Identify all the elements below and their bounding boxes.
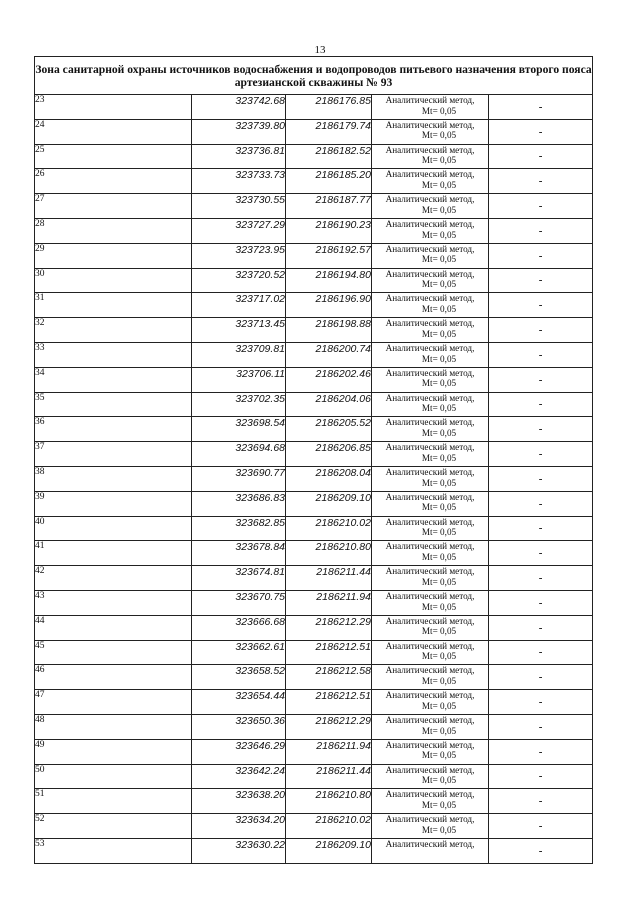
- table-row: [35, 491, 593, 516]
- precision-value: Mt= 0,05: [421, 775, 457, 786]
- coordinate-y: 2186211.94: [286, 739, 372, 764]
- determination-method: [372, 95, 489, 120]
- determination-method: [372, 417, 489, 442]
- coordinate-y: 2186192.57: [286, 243, 372, 268]
- coordinate-y: 2186208.04: [286, 466, 372, 491]
- point-number: 49: [35, 739, 192, 764]
- precision-value: Mt= 0,05: [421, 353, 457, 364]
- coordinate-x: 323634.20: [192, 814, 286, 839]
- point-number: 29: [35, 243, 192, 268]
- method-label: Аналитический метод,: [385, 392, 475, 403]
- error-value: -: [489, 119, 593, 144]
- precision-value: Mt= 0,05: [421, 155, 457, 166]
- coordinate-x: 323662.61: [192, 640, 286, 665]
- point-number: 34: [35, 367, 192, 392]
- coordinate-x: 323690.77: [192, 466, 286, 491]
- table-row: [35, 144, 593, 169]
- point-number: 24: [35, 119, 192, 144]
- method-label: Аналитический метод,: [385, 566, 475, 577]
- coordinate-y: 2186200.74: [286, 342, 372, 367]
- point-number: 33: [35, 342, 192, 367]
- table-row: [35, 590, 593, 615]
- table-row: [35, 665, 593, 690]
- coordinate-y: 2186210.80: [286, 541, 372, 566]
- error-value: -: [489, 318, 593, 343]
- point-number: 30: [35, 268, 192, 293]
- coordinate-y: 2186212.58: [286, 665, 372, 690]
- precision-value: Mt= 0,05: [421, 427, 457, 438]
- table-row: [35, 690, 593, 715]
- precision-value: Mt= 0,05: [421, 279, 457, 290]
- coordinate-x: 323727.29: [192, 218, 286, 243]
- determination-method: [372, 690, 489, 715]
- error-value: -: [489, 739, 593, 764]
- coordinate-x: 323674.81: [192, 566, 286, 591]
- point-number: 26: [35, 169, 192, 194]
- coordinate-y: 2186209.10: [286, 491, 372, 516]
- determination-method: [372, 367, 489, 392]
- error-value: -: [489, 95, 593, 120]
- coordinate-x: 323723.95: [192, 243, 286, 268]
- coordinate-y: 2186209.10: [286, 838, 372, 863]
- determination-method: [372, 194, 489, 219]
- precision-value: Mt= 0,05: [421, 452, 457, 463]
- table-row: [35, 417, 593, 442]
- coordinate-x: 323646.29: [192, 739, 286, 764]
- coordinate-x: 323709.81: [192, 342, 286, 367]
- coordinate-x: 323720.52: [192, 268, 286, 293]
- method-label: Аналитический метод,: [385, 293, 475, 304]
- point-number: 46: [35, 665, 192, 690]
- method-label: Аналитический метод,: [385, 739, 475, 750]
- precision-value: Mt= 0,05: [421, 105, 457, 116]
- coordinate-x: 323686.83: [192, 491, 286, 516]
- determination-method: [372, 119, 489, 144]
- table-row: [35, 466, 593, 491]
- error-value: -: [489, 640, 593, 665]
- coordinate-x: 323694.68: [192, 442, 286, 467]
- method-label: Аналитический метод,: [385, 665, 475, 676]
- table-body: [35, 95, 593, 864]
- coordinate-y: 2186190.23: [286, 218, 372, 243]
- determination-method: [372, 516, 489, 541]
- error-value: -: [489, 714, 593, 739]
- determination-method: [372, 144, 489, 169]
- coordinate-y: 2186211.44: [286, 764, 372, 789]
- determination-method: [372, 764, 489, 789]
- method-label: Аналитический метод,: [385, 838, 475, 849]
- precision-value: Mt= 0,05: [421, 601, 457, 612]
- table-row: [35, 342, 593, 367]
- point-number: 41: [35, 541, 192, 566]
- method-label: Аналитический метод,: [385, 714, 475, 725]
- method-label: Аналитический метод,: [385, 466, 475, 477]
- error-value: -: [489, 392, 593, 417]
- coordinate-x: 323630.22: [192, 838, 286, 863]
- determination-method: [372, 541, 489, 566]
- coordinate-x: 323654.44: [192, 690, 286, 715]
- coordinate-y: 2186196.90: [286, 293, 372, 318]
- method-label: Аналитический метод,: [385, 218, 475, 229]
- point-number: 47: [35, 690, 192, 715]
- coordinate-x: 323638.20: [192, 789, 286, 814]
- coordinate-y: 2186210.02: [286, 516, 372, 541]
- error-value: -: [489, 367, 593, 392]
- error-value: -: [489, 243, 593, 268]
- determination-method: [372, 342, 489, 367]
- coordinates-table: [34, 56, 593, 864]
- determination-method: [372, 590, 489, 615]
- precision-value: Mt= 0,05: [421, 229, 457, 240]
- coordinate-x: 323642.24: [192, 764, 286, 789]
- coordinate-x: 323658.52: [192, 665, 286, 690]
- coordinate-x: 323682.85: [192, 516, 286, 541]
- table-row: [35, 318, 593, 343]
- error-value: -: [489, 466, 593, 491]
- point-number: 40: [35, 516, 192, 541]
- point-number: 45: [35, 640, 192, 665]
- table-row: [35, 516, 593, 541]
- precision-value: Mt= 0,05: [421, 651, 457, 662]
- method-label: Аналитический метод,: [385, 590, 475, 601]
- point-number: 50: [35, 764, 192, 789]
- determination-method: [372, 442, 489, 467]
- coordinate-x: 323713.45: [192, 318, 286, 343]
- error-value: -: [489, 144, 593, 169]
- error-value: -: [489, 690, 593, 715]
- error-value: -: [489, 566, 593, 591]
- error-value: -: [489, 169, 593, 194]
- determination-method: [372, 566, 489, 591]
- error-value: -: [489, 541, 593, 566]
- precision-value: Mt= 0,05: [421, 576, 457, 587]
- point-number: 44: [35, 615, 192, 640]
- error-value: -: [489, 293, 593, 318]
- table-title: Зона санитарной охраны источников водоснабжения и водопроводов питьевого назначения второго пояса артезианской скважины № 93: [35, 57, 593, 95]
- coordinate-y: 2186211.94: [286, 590, 372, 615]
- precision-value: Mt= 0,05: [421, 204, 457, 215]
- method-label: Аналитический метод,: [385, 516, 475, 527]
- table-row: [35, 739, 593, 764]
- determination-method: [372, 169, 489, 194]
- error-value: -: [489, 615, 593, 640]
- method-label: Аналитический метод,: [385, 690, 475, 701]
- point-number: 53: [35, 838, 192, 863]
- error-value: -: [489, 194, 593, 219]
- error-value: -: [489, 417, 593, 442]
- coordinate-y: 2186212.51: [286, 640, 372, 665]
- coordinate-x: 323739.80: [192, 119, 286, 144]
- coordinate-y: 2186202.46: [286, 367, 372, 392]
- determination-method: [372, 268, 489, 293]
- table-row: [35, 442, 593, 467]
- table-row: [35, 367, 593, 392]
- coordinate-y: 2186205.52: [286, 417, 372, 442]
- error-value: -: [489, 590, 593, 615]
- coordinate-y: 2186212.29: [286, 714, 372, 739]
- error-value: -: [489, 838, 593, 863]
- precision-value: Mt= 0,05: [421, 551, 457, 562]
- error-value: -: [489, 268, 593, 293]
- determination-method: [372, 789, 489, 814]
- coordinate-y: 2186198.88: [286, 318, 372, 343]
- determination-method: [372, 714, 489, 739]
- coordinate-x: 323742.68: [192, 95, 286, 120]
- table-row: [35, 95, 593, 120]
- coordinate-x: 323670.75: [192, 590, 286, 615]
- point-number: 35: [35, 392, 192, 417]
- precision-value: Mt= 0,05: [421, 725, 457, 736]
- point-number: 27: [35, 194, 192, 219]
- method-label: Аналитический метод,: [385, 814, 475, 825]
- method-label: Аналитический метод,: [385, 169, 475, 180]
- error-value: -: [489, 442, 593, 467]
- error-value: -: [489, 789, 593, 814]
- table-row: [35, 838, 593, 863]
- coordinate-x: 323698.54: [192, 417, 286, 442]
- error-value: -: [489, 342, 593, 367]
- precision-value: Mt= 0,05: [421, 477, 457, 488]
- determination-method: [372, 243, 489, 268]
- error-value: -: [489, 491, 593, 516]
- table-row: [35, 392, 593, 417]
- coordinate-y: 2186206.85: [286, 442, 372, 467]
- method-label: Аналитический метод,: [385, 268, 475, 279]
- table-row: [35, 293, 593, 318]
- coordinate-x: 323650.36: [192, 714, 286, 739]
- coordinate-y: 2186185.20: [286, 169, 372, 194]
- coordinate-y: 2186212.29: [286, 615, 372, 640]
- point-number: 48: [35, 714, 192, 739]
- coordinate-y: 2186204.06: [286, 392, 372, 417]
- coordinate-x: 323736.81: [192, 144, 286, 169]
- precision-value: Mt= 0,05: [421, 378, 457, 389]
- point-number: 32: [35, 318, 192, 343]
- coordinate-y: 2186187.77: [286, 194, 372, 219]
- method-label: Аналитический метод,: [385, 640, 475, 651]
- point-number: 42: [35, 566, 192, 591]
- determination-method: [372, 838, 489, 863]
- point-number: 52: [35, 814, 192, 839]
- table-row: [35, 169, 593, 194]
- table-row: [35, 566, 593, 591]
- precision-value: Mt= 0,05: [421, 750, 457, 761]
- determination-method: [372, 293, 489, 318]
- determination-method: [372, 466, 489, 491]
- determination-method: [372, 665, 489, 690]
- method-label: Аналитический метод,: [385, 243, 475, 254]
- table-row: [35, 615, 593, 640]
- precision-value: Mt= 0,05: [421, 328, 457, 339]
- coordinate-y: 2186179.74: [286, 119, 372, 144]
- coordinate-x: 323717.02: [192, 293, 286, 318]
- precision-value: Mt= 0,05: [421, 527, 457, 538]
- determination-method: [372, 640, 489, 665]
- coordinate-y: 2186212.51: [286, 690, 372, 715]
- precision-value: Mt= 0,05: [421, 626, 457, 637]
- table-row: [35, 218, 593, 243]
- coordinate-x: 323733.73: [192, 169, 286, 194]
- coordinate-y: 2186176.85: [286, 95, 372, 120]
- method-label: Аналитический метод,: [385, 417, 475, 428]
- determination-method: [372, 318, 489, 343]
- point-number: 25: [35, 144, 192, 169]
- coordinate-y: 2186182.52: [286, 144, 372, 169]
- method-label: Аналитический метод,: [385, 119, 475, 130]
- error-value: -: [489, 665, 593, 690]
- precision-value: Mt= 0,05: [421, 675, 457, 686]
- coordinate-x: 323678.84: [192, 541, 286, 566]
- table-row: [35, 119, 593, 144]
- method-label: Аналитический метод,: [385, 491, 475, 502]
- error-value: -: [489, 516, 593, 541]
- precision-value: Mt= 0,05: [421, 303, 457, 314]
- table-row: [35, 814, 593, 839]
- method-label: Аналитический метод,: [385, 789, 475, 800]
- coordinate-y: 2186210.80: [286, 789, 372, 814]
- point-number: 43: [35, 590, 192, 615]
- coordinate-x: 323730.55: [192, 194, 286, 219]
- table-row: [35, 789, 593, 814]
- point-number: 39: [35, 491, 192, 516]
- precision-value: Mt= 0,05: [421, 130, 457, 141]
- method-label: Аналитический метод,: [385, 342, 475, 353]
- precision-value: Mt= 0,05: [421, 799, 457, 810]
- error-value: -: [489, 814, 593, 839]
- error-value: -: [489, 218, 593, 243]
- coordinate-x: 323702.35: [192, 392, 286, 417]
- precision-value: Mt= 0,05: [421, 502, 457, 513]
- table-row: [35, 640, 593, 665]
- page-number: 13: [314, 44, 326, 56]
- determination-method: [372, 615, 489, 640]
- coordinate-y: 2186211.44: [286, 566, 372, 591]
- point-number: 36: [35, 417, 192, 442]
- table-row: [35, 194, 593, 219]
- method-label: Аналитический метод,: [385, 541, 475, 552]
- method-label: Аналитический метод,: [385, 367, 475, 378]
- determination-method: [372, 218, 489, 243]
- point-number: 37: [35, 442, 192, 467]
- table-row: [35, 243, 593, 268]
- precision-value: Mt= 0,05: [421, 700, 457, 711]
- method-label: Аналитический метод,: [385, 194, 475, 205]
- coordinate-x: 323706.11: [192, 367, 286, 392]
- precision-value: Mt= 0,05: [421, 403, 457, 414]
- determination-method: [372, 814, 489, 839]
- method-label: Аналитический метод,: [385, 95, 475, 105]
- table-row: [35, 714, 593, 739]
- determination-method: [372, 491, 489, 516]
- error-value: -: [489, 764, 593, 789]
- point-number: 31: [35, 293, 192, 318]
- method-label: Аналитический метод,: [385, 144, 475, 155]
- table-row: [35, 541, 593, 566]
- method-label: Аналитический метод,: [385, 615, 475, 626]
- table-row: [35, 764, 593, 789]
- coordinate-y: 2186194.80: [286, 268, 372, 293]
- determination-method: [372, 739, 489, 764]
- point-number: 51: [35, 789, 192, 814]
- precision-value: Mt= 0,05: [421, 179, 457, 190]
- precision-value: Mt= 0,05: [421, 254, 457, 265]
- table-row: [35, 268, 593, 293]
- point-number: 23: [35, 95, 192, 120]
- method-label: Аналитический метод,: [385, 764, 475, 775]
- determination-method: [372, 392, 489, 417]
- coordinate-x: 323666.68: [192, 615, 286, 640]
- method-label: Аналитический метод,: [385, 442, 475, 453]
- precision-value: Mt= 0,05: [421, 824, 457, 835]
- point-number: 28: [35, 218, 192, 243]
- coordinate-y: 2186210.02: [286, 814, 372, 839]
- point-number: 38: [35, 466, 192, 491]
- method-label: Аналитический метод,: [385, 318, 475, 329]
